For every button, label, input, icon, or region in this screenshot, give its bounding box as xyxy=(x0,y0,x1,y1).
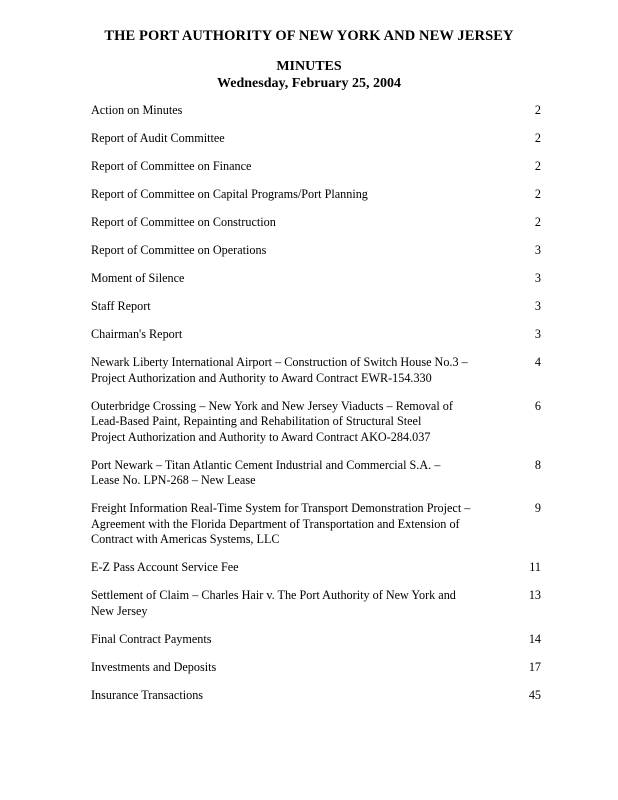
toc-entry-title: Final Contract Payments xyxy=(91,631,212,646)
toc-entry-construction xyxy=(91,215,541,231)
toc-entry-insurance-transactions xyxy=(91,688,541,704)
toc-entry-ez-pass-fee xyxy=(91,560,541,576)
toc-entry-page: 3 xyxy=(534,271,541,285)
toc-entry-title: Report of Committee on Finance xyxy=(91,159,252,173)
toc-entry-page: 45 xyxy=(528,687,541,702)
toc-entry-title: Report of Audit Committee xyxy=(91,131,225,145)
document-title: MINUTES xyxy=(276,59,342,74)
toc-entry-port-newark xyxy=(91,458,541,489)
toc-entry-title: Newark Liberty International Airport – Construction of Switch House No.3 – Project Authorization and Authority to Award Contract EWR-154.330 xyxy=(91,355,468,385)
toc-entry-newark-airport xyxy=(91,355,541,386)
toc-entry-page: 6 xyxy=(534,398,541,413)
toc-entry-page: 2 xyxy=(534,131,541,145)
toc-entry-page: 8 xyxy=(534,457,541,472)
toc-entry-committee-finance xyxy=(91,159,541,175)
toc-entry-title: Moment of Silence xyxy=(91,271,185,285)
meeting-date: Wednesday, February 25, 2004 xyxy=(217,76,401,91)
toc-entry-page: 2 xyxy=(534,215,541,229)
toc-entry-title: Report of Committee on Capital Programs/Port Planning xyxy=(91,187,368,201)
table-of-contents xyxy=(91,103,541,716)
toc-entry-title: E-Z Pass Account Service Fee xyxy=(91,560,239,574)
toc-entry-outerbridge-crossing xyxy=(91,399,541,446)
toc-entry-title: Freight Information Real-Time System for Transport Demonstration Project – Agreement with the Florida Department of Transportation and Extension of Contract with Americas Systems, LLC xyxy=(91,501,471,546)
toc-entry-title: Settlement of Claim – Charles Hair v. The Port Authority of New York and New Jersey xyxy=(91,588,456,618)
toc-entry-investments-deposits xyxy=(91,660,541,676)
toc-entry-page: 9 xyxy=(534,501,541,515)
toc-entry-final-contract-payments xyxy=(91,632,541,648)
toc-entry-title: Chairman's Report xyxy=(91,327,183,341)
toc-entry-moment-of-silence xyxy=(91,271,541,287)
toc-entry-action-on-minutes xyxy=(91,103,541,119)
toc-entry-staff-report xyxy=(91,299,541,315)
organization-title: THE PORT AUTHORITY OF NEW YORK AND NEW JERSEY xyxy=(104,28,514,44)
toc-entry-page: 3 xyxy=(534,327,541,341)
toc-entry-page: 4 xyxy=(534,355,541,369)
toc-entry-freight-information xyxy=(91,501,541,548)
toc-entry-page: 17 xyxy=(528,659,541,674)
toc-entry-page: 2 xyxy=(534,159,541,173)
toc-entry-title: Outerbridge Crossing – New York and New Jersey Viaducts – Removal of Lead-Based Paint, Repainting and Rehabilitation of Structural Steel Project Authorization and Authority to Award Contract AKO-284.037 xyxy=(91,398,453,444)
toc-entry-audit-committee xyxy=(91,131,541,147)
toc-entry-page: 2 xyxy=(534,187,541,201)
toc-entry-chairmans-report xyxy=(91,327,541,343)
toc-entry-title: Report of Committee on Construction xyxy=(91,215,276,229)
toc-entry-title: Action on Minutes xyxy=(91,103,183,117)
toc-entry-title: Insurance Transactions xyxy=(91,687,204,702)
toc-entry-title: Report of Committee on Operations xyxy=(91,243,267,257)
toc-entry-settlement-of-claim xyxy=(91,588,541,619)
toc-entry-page: 11 xyxy=(529,560,541,574)
toc-entry-page: 2 xyxy=(534,103,541,117)
toc-entry-title: Staff Report xyxy=(91,299,151,313)
toc-entry-title: Port Newark – Titan Atlantic Cement Industrial and Commercial S.A. – Lease No. LPN-268 – New Lease xyxy=(91,457,441,487)
toc-entry-page: 14 xyxy=(528,631,541,646)
toc-entry-capital-programs xyxy=(91,187,541,203)
toc-entry-page: 13 xyxy=(528,588,541,602)
toc-entry-page: 3 xyxy=(534,243,541,257)
toc-entry-title: Investments and Deposits xyxy=(91,659,217,674)
toc-entry-operations xyxy=(91,243,541,259)
toc-entry-page: 3 xyxy=(534,299,541,313)
